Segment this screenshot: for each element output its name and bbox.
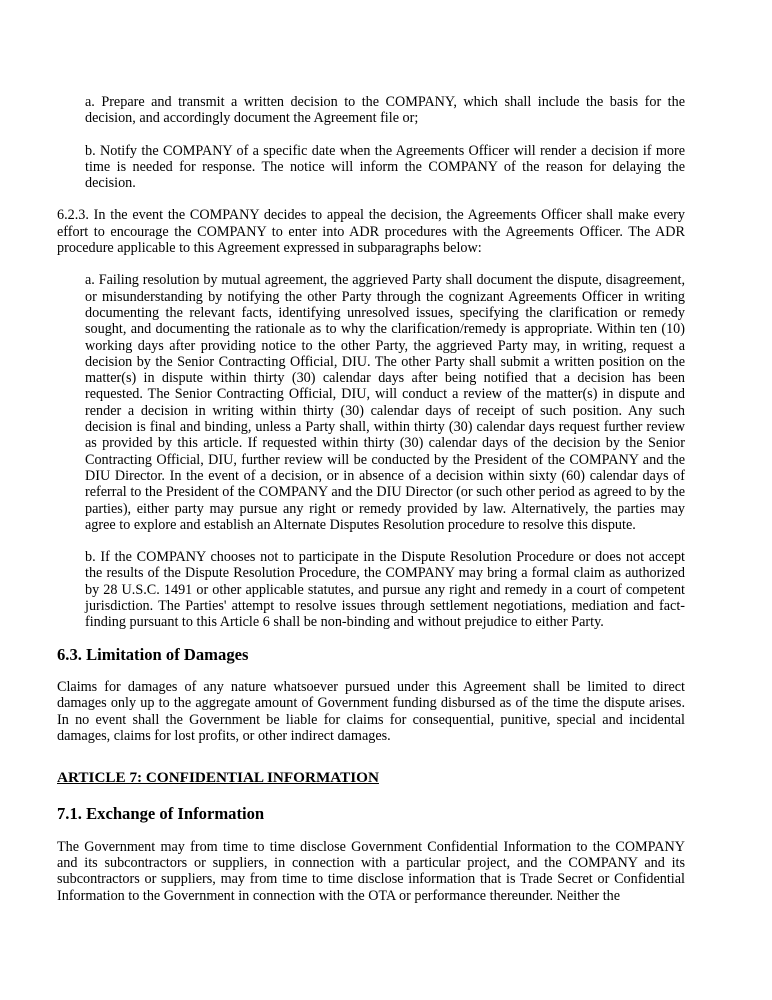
subparagraph-prepare-decision: a. Prepare and transmit a written decision to the COMPANY, which shall include the basis for the decision, and accordingly document the Agreement file or;	[85, 94, 685, 127]
paragraph-exchange-of-information: The Government may from time to time disclose Government Confidential Information to the COMPANY and its subcontractors or suppliers, in connection with a particular project, and the COMPANY and its subcontractors or suppliers, may from time to time disclose information that is Trade Secret or Confidential Information to the Government in connection with the OTA or performance thereunder. Neither the	[57, 838, 685, 904]
section-heading-exchange-of-information: 7.1. Exchange of Information	[57, 804, 265, 824]
subparagraph-failing-resolution: a. Failing resolution by mutual agreement, the aggrieved Party shall document the dispute, disagreement, or misunderstanding by notifying the other Party through the cognizant Agreements Officer in writing documenting the relevant facts, identifying unresolved issues, specifying the clarification or remedy sought, and documenting the rationale as to why the clarification/remedy is appropriate. Within ten (10) working days after providing notice to the other Party, the aggrieved Party may, in writing, request a decision by the Senior Contracting Official, DIU. The other Party shall submit a written position on the matter(s) in dispute within thirty (30) calendar days after being notified that a decision has been requested. The Senior Contracting Official, DIU, will conduct a review of the matter(s) in dispute and render a decision in writing within thirty (30) calendar days of receipt of such position. Any such decision is final and binding, unless a Party shall, within thirty (30) calendar days request further review as provided by this article. If requested within thirty (30) calendar days of the decision by the Senior Contracting Official, DIU, further review will be conducted by the President of the COMPANY and the DIU Director. In the event of a decision, or in absence of a decision within sixty (60) calendar days of referral to the President of the COMPANY and the DIU Director (or such other period as agreed to by the parties), either party may pursue any right or remedy provided by law. Alternatively, the parties may agree to explore and establish an Alternate Disputes Resolution procedure to resolve this dispute.	[85, 272, 685, 533]
subparagraph-notify-company: b. Notify the COMPANY of a specific date when the Agreements Officer will render a decision if more time is needed for response. The notice will inform the COMPANY of the reason for delaying the decision.	[85, 142, 685, 192]
paragraph-6-2-3-adr-appeal: 6.2.3. In the event the COMPANY decides to appeal the decision, the Agreements Officer shall make every effort to encourage the COMPANY to enter into ADR procedures with the Agreements Officer. The ADR procedure applicable to this Agreement expressed in subparagraphs below:	[57, 207, 685, 257]
article-heading-confidential-information: ARTICLE 7: CONFIDENTIAL INFORMATION	[57, 769, 379, 787]
subparagraph-dispute-resolution-refusal: b. If the COMPANY chooses not to participate in the Dispute Resolution Procedure or does not accept the results of the Dispute Resolution Procedure, the COMPANY may bring a formal claim as authorized by 28 U.S.C. 1491 or other applicable statutes, and pursue any right and remedy in a court of competent jurisdiction. The Parties' attempt to resolve issues through settlement negotiations, mediation and fact-finding pursuant to this Article 6 shall be non-binding and without prejudice to either Party.	[85, 549, 685, 631]
paragraph-claims-for-damages: Claims for damages of any nature whatsoever pursued under this Agreement shall be limited to direct damages only up to the aggregate amount of Government funding disbursed as of the time the dispute arises. In no event shall the Government be liable for claims for consequential, punitive, special and incidental damages, claims for lost profits, or other indirect damages.	[57, 678, 685, 744]
section-heading-limitation-of-damages: 6.3. Limitation of Damages	[57, 644, 249, 664]
